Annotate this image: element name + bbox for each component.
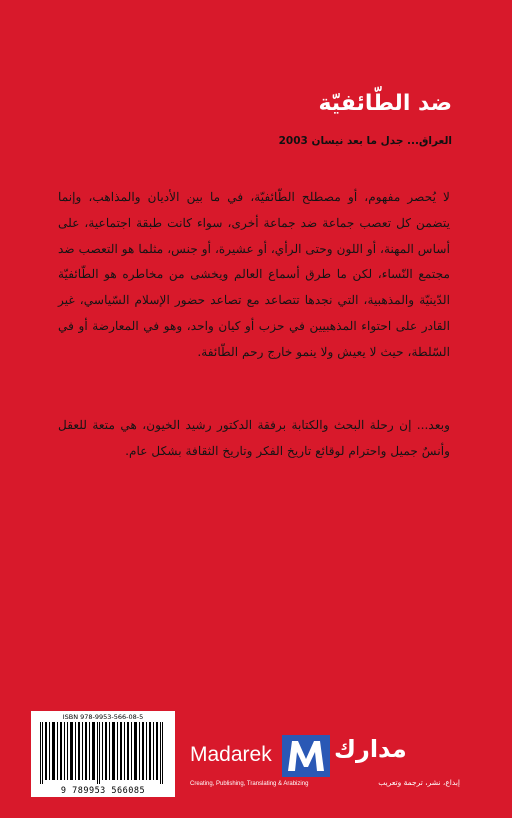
isbn-barcode xyxy=(31,711,175,797)
publisher-tagline-en: Creating, Publishing, Translating & Arabizing xyxy=(190,781,309,787)
barcode-digits: 9 789953 566085 xyxy=(60,786,146,796)
publisher-tagline-ar: إبداع، نشر، ترجمة وتعريب xyxy=(378,778,460,787)
barcode-bars xyxy=(37,722,169,784)
madarek-m-logo-icon xyxy=(282,735,330,777)
blurb-paragraph-2: وبعد... إن رحلة البحث والكتابة برفقة الدكتور رشيد الخيون، هي متعة للعقل وأنسٌ جميل واحترام لوقائع تاريخ الفكر وتاريخ الثقافة بشكل عام. xyxy=(58,418,450,458)
publisher-name-arabic: مدارك xyxy=(334,735,407,763)
isbn-label: ISBN 978-9953-566-08-5 xyxy=(62,713,144,721)
book-title: ضد الطّائفيّة xyxy=(318,91,452,116)
book-subtitle: العراق... جدل ما بعد نيسان 2003 xyxy=(278,135,452,147)
publisher-name-latin: Madarek xyxy=(190,743,272,766)
blurb-paragraph-1: لا يُحصر مفهوم، أو مصطلح الطّائفيّة، في ما بين الأديان والمذاهب، وإنما يتضمن كل تعصب جماعة ضد جماعة أخرى، سواء كانت طبقة اجتماعية، على أساس المهنة، أو اللون وحتى الرأي، أو عشيرة، أو جنس، مثلما هو التعصب ضد مجتمع النّساء، لكن ما طرق أسماع العالم ويخشى من مخاطره هو الطّائفيّة الدّينيّة والمذهبية، التي نجدها تتصاعد مع تصاعد حضور الإسلام السّياسي، غير القادر على احتواء المذهبيين في حزب أو كيان واحد، وهو في المعارضة أو في السّلطة، حيث لا يعيش ولا ينمو خارج رحم الطّائفة. xyxy=(58,190,450,359)
